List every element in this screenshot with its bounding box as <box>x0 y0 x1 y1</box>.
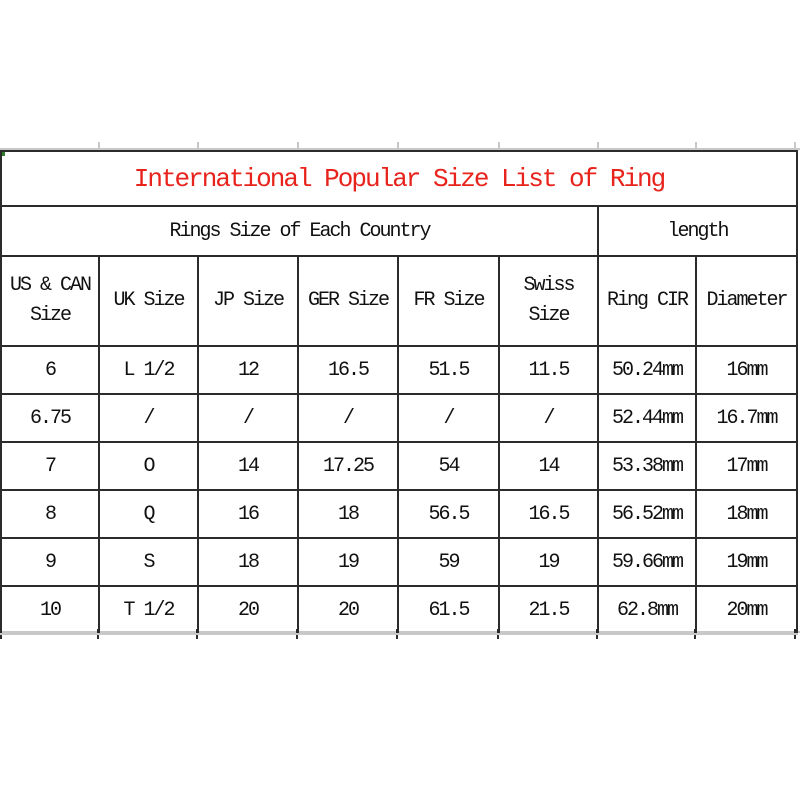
table-row <box>1 346 797 394</box>
table-cell: 52.44mm <box>598 394 696 442</box>
table-cell: S <box>99 538 198 586</box>
table-cell: 59 <box>398 538 499 586</box>
table-cell: 16 <box>198 490 298 538</box>
table-cell: 56.52mm <box>598 490 696 538</box>
table-cell: 9 <box>1 538 99 586</box>
column-header-us-can-size: US & CAN Size <box>1 256 99 346</box>
table-cell: 6 <box>1 346 99 394</box>
table-cell: T 1/2 <box>99 586 198 634</box>
table-cell: 18 <box>298 490 398 538</box>
table-cell: / <box>99 394 198 442</box>
table-cell: 10 <box>1 586 99 634</box>
table-cell: 16.5 <box>298 346 398 394</box>
table-cell: 53.38mm <box>598 442 696 490</box>
group-header-country: Rings Size of Each Country <box>1 206 598 256</box>
table-cell: 14 <box>499 442 598 490</box>
table-cell: 62.8mm <box>598 586 696 634</box>
table-cell: 7 <box>1 442 99 490</box>
table-cell: 20mm <box>696 586 797 634</box>
group-header-row <box>1 206 797 256</box>
table-title: International Popular Size List of Ring <box>1 151 797 206</box>
gridline-stub-top <box>197 142 199 149</box>
table-cell: 56.5 <box>398 490 499 538</box>
table-cell: 21.5 <box>499 586 598 634</box>
table-cell: O <box>99 442 198 490</box>
table-cell: 16.7mm <box>696 394 797 442</box>
column-header-jp-size: JP Size <box>198 256 298 346</box>
column-header-fr-size: FR Size <box>398 256 499 346</box>
table-row <box>1 490 797 538</box>
column-header-ger-size: GER Size <box>298 256 398 346</box>
gridline-stub-top <box>794 142 796 149</box>
table-cell: 19 <box>298 538 398 586</box>
table-row <box>1 586 797 634</box>
table-cell: / <box>198 394 298 442</box>
column-header-row <box>1 256 797 346</box>
ring-size-table <box>0 150 798 635</box>
table-row <box>1 394 797 442</box>
table-row <box>1 442 797 490</box>
table-row <box>1 538 797 586</box>
column-header-swiss-size: Swiss Size <box>499 256 598 346</box>
gridline-stub-top <box>695 142 697 149</box>
table-cell: 19mm <box>696 538 797 586</box>
gridline-stub-top <box>98 142 100 149</box>
table-cell: 18mm <box>696 490 797 538</box>
gridline-stub-top <box>597 142 599 149</box>
table-cell: / <box>298 394 398 442</box>
table-cell: 20 <box>198 586 298 634</box>
table-cell: 61.5 <box>398 586 499 634</box>
table-cell: 17.25 <box>298 442 398 490</box>
table-cell: Q <box>99 490 198 538</box>
gridline-stub-top <box>297 142 299 149</box>
column-header-uk-size: UK Size <box>99 256 198 346</box>
table-cell: 19 <box>499 538 598 586</box>
table-cell: 20 <box>298 586 398 634</box>
table-cell: 16mm <box>696 346 797 394</box>
gridline-stub-top <box>498 142 500 149</box>
column-header-diameter: Diameter <box>696 256 797 346</box>
table-cell: 18 <box>198 538 298 586</box>
table-cell: 59.66mm <box>598 538 696 586</box>
table-cell: 16.5 <box>499 490 598 538</box>
table-cell: 8 <box>1 490 99 538</box>
table-cell: 54 <box>398 442 499 490</box>
table-cell: 11.5 <box>499 346 598 394</box>
table-cell: 14 <box>198 442 298 490</box>
table-cell: 50.24mm <box>598 346 696 394</box>
table-cell: / <box>499 394 598 442</box>
table-cell: 12 <box>198 346 298 394</box>
table-cell: 17mm <box>696 442 797 490</box>
table-cell: 6.75 <box>1 394 99 442</box>
column-header-ring-cir: Ring CIR <box>598 256 696 346</box>
table-cell: 51.5 <box>398 346 499 394</box>
table-cell: / <box>398 394 499 442</box>
title-row <box>1 151 797 206</box>
gridline-stub-top <box>397 142 399 149</box>
table-cell: L 1/2 <box>99 346 198 394</box>
group-header-length: length <box>598 206 797 256</box>
